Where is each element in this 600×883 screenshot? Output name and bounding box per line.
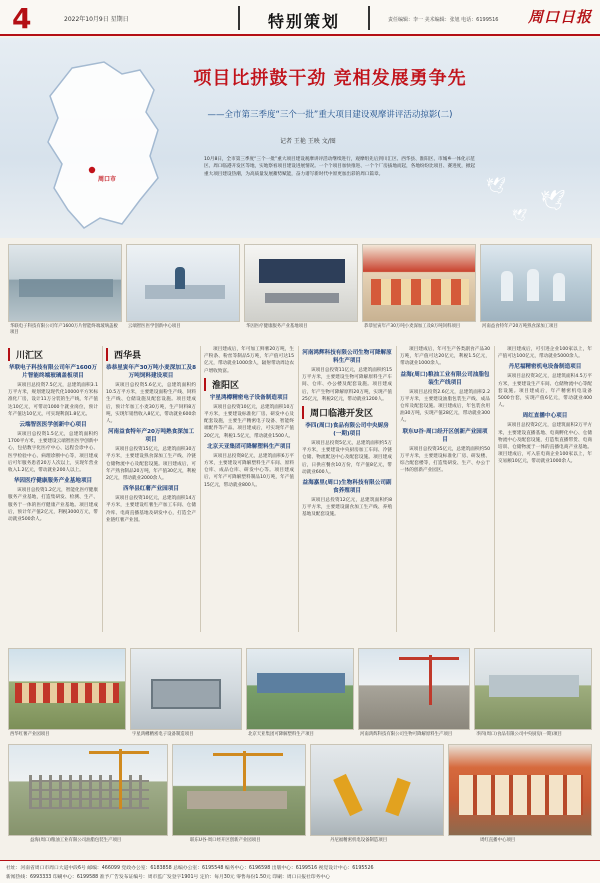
project-heading: 河南益食特年产20万吨熟食深加工项目 xyxy=(107,429,195,444)
hero-banner xyxy=(0,38,600,238)
column-divider xyxy=(494,346,495,632)
column-divider xyxy=(102,346,103,632)
project-heading: 丹尼福精密机电设备制造项目 xyxy=(508,364,582,371)
project-heading: 河南鸿辉科技有限公司生物可降解原料生产项目 xyxy=(302,350,392,364)
photo-lab xyxy=(126,244,240,322)
photo-products-display xyxy=(362,244,476,322)
photo-oil-packaging-site xyxy=(8,744,168,836)
photo-caption: 丹尼福精密机电设备制造项目 xyxy=(330,838,388,843)
photo-caption: 李四(周口)食品有限公司中央厨房(一期)项目 xyxy=(476,732,562,737)
district-heading: 周口临港开发区 xyxy=(302,406,392,419)
photo-livestream-center xyxy=(448,744,592,836)
district-heading: 川汇区 xyxy=(8,348,98,361)
project-text: 该项目总投资12亿元，总建筑面积约8万平方米，主要建设副食加工生产线、养殖基地及配套设施。 xyxy=(302,498,392,518)
photo-plastic-plant xyxy=(246,648,354,730)
project-text: 该项目总投资3亿元，总建筑面积4.5万平方米，主要建设生产车间、仓储物流中心等配套设施。项目建成后，年产精密机电设备5000台套，实现产值6亿元，带动就业400人。 xyxy=(498,374,592,409)
project-heading: 华因医疗健康服务产业基地项目 xyxy=(13,478,93,485)
intro-paragraph: 10月8日，全市第三季度“三个一批”重大项目建设观摩讲评活动继续进行，观摩组先后到川汇区、西华县、淮阳区、市城乡一体化示范区、周口临港开发区等地，实地察看项目建设进展情况。一个个项目加快推进、一个个厂房拔地而起，各地纷纷比项目、赛进度，掀起重大项目建设热潮，为高质量发展蓄势赋能，奋力谱写新时代中原更加出彩的周口篇章。 xyxy=(204,157,476,177)
photo-caption: 联东U谷·周口经开区创新产业园项目 xyxy=(190,838,261,843)
project-text: 该项目总投资35亿元，总建筑面积约50万平方米，主要建设标准化厂房、研发楼、综合配套楼等，打造集研发、生产、办公于一体的创新产业园区。 xyxy=(400,446,490,474)
footer-address: 社址：河南省周口市周口大道中段6号 邮编：466099 党政办公室：6183858 总编办公室：6195548 编务中心：6196598 出版中心：6199516 视觉设计中心：6195526 xyxy=(6,866,374,871)
photo-caption: 西华红薯产业园项目 xyxy=(10,732,50,737)
project-text: 该项目总投资8亿元，总建筑面积6万平方米，主要建设可降解塑料生产车间、原料仓库、成品仓库、研发中心等。项目建成后，可年产可降解塑料制品10万吨，年产值15亿元，带动就业800人。 xyxy=(204,453,294,488)
photo-caption: 益海(周口)粮油工业有限公司油脂包装生产项目 xyxy=(30,838,122,843)
issue-date: 2022年10月9日 星期日 xyxy=(64,16,129,23)
footer-info: 新闻热线：6993333 印刷中心：6199588 准予广告发布证编号：周市监广发登字1901号 定价：每月30元 零售每份1.50元 印刷：周口日报社印务中心 xyxy=(6,875,330,880)
project-heading: 宇星鸿樽精密电子设备制造项目 xyxy=(209,394,289,401)
photo-caption: 宇星鸿樽精密电子设备制造项目 xyxy=(132,732,194,737)
photo-caption: 华联电子科技有限公司年产1600万片智能终端玻璃盖板项目 xyxy=(10,324,118,335)
project-heading: 益海(周口)粮油工业有限公司油脂包装生产线项目 xyxy=(400,371,490,386)
project-heading: 联东U谷·周口经开区创新产业园项目 xyxy=(402,428,488,443)
page-header xyxy=(0,0,600,36)
project-heading: 恭恭星寅年产30万吨小麦深加工及8万吨饲料建设项目 xyxy=(106,365,196,379)
page-number: 4 xyxy=(12,2,32,35)
project-heading: 北京天亚集团可降解塑料生产项目 xyxy=(207,443,291,450)
article-column-2 xyxy=(106,346,196,527)
column-divider xyxy=(298,346,299,632)
district-heading: 西华县 xyxy=(106,348,196,361)
dove-icon: 🕊 xyxy=(540,188,566,212)
page-footer xyxy=(0,860,600,883)
article-column-5 xyxy=(400,346,490,477)
photo-caption: 北京天亚集团可降解塑料生产项目 xyxy=(248,732,314,737)
column-divider xyxy=(396,346,397,632)
headline: 项目比拼鼓干劲 竞相发展勇争先 xyxy=(193,68,467,89)
article-column-6 xyxy=(498,346,592,469)
project-heading: 云端智医医学创新中心项目 xyxy=(19,422,87,429)
photo-factory-glass xyxy=(8,244,122,322)
project-text: 该项目总投资10亿元，总建筑面积14万平方米，主要建设红薯生产加工车间、仓储冷库、电商直播基地及研发中心，打造全产业链红薯产业园。 xyxy=(106,496,196,523)
project-text: 项目建成后，年可生产各类副食产品30万吨，年产值可达20亿元，利税1.5亿元，带动就业1000余人。 xyxy=(400,347,490,367)
project-text: 该项目总投资2.6亿元，总建筑面积2.2万平方米，主要建设油脂包装生产线、成品仓库及配套设施。项目建成后，年包装食用油30万吨，实现产值28亿元，带动就业300人。 xyxy=(400,389,490,424)
project-text: 项目建成后，年可加工鲜薯20万吨，生产粉条、粉丝等制品5万吨，年产值可达15亿元，带动就业1000余人，辐射带动周边农户增收致富。 xyxy=(204,347,294,374)
project-text: 该项目总投资5.6亿元，总建筑面积约10.5万平方米，主要建设面粉生产线、饲料生产线、仓储设施及配套设施。项目建成后，预计年加工小麦30万吨，生产饲料8万吨，实现年销售收入8亿元，带动就业600余人。 xyxy=(106,383,196,425)
project-heading: 华联电子科技有限公司年产1600万片智能终端玻璃盖板项目 xyxy=(8,365,98,379)
photo-industrial-park xyxy=(172,744,306,836)
section-banner xyxy=(238,6,370,30)
newspaper-logo: 周口日报 xyxy=(528,8,593,26)
subheadline: ——全市第三季度“三个一批”重大项目建设观摩讲评活动掠影(二) xyxy=(207,110,453,120)
project-heading: 周红直播中心项目 xyxy=(522,413,568,420)
photo-electronics-line xyxy=(130,648,242,730)
project-heading: 李四(周口)食品有限公司中央厨房(一期)项目 xyxy=(305,423,389,438)
project-text: 该项目总投资1.2亿元，智能化医疗健康服务产业基地，打造集研发、检测、生产、服务于一体的医疗健康产业基地。项目建成后，预计年产值2亿元，利税3000万元，带动就业500余人。 xyxy=(8,488,98,523)
photo-caption: 华因医疗健康服务产业基地项目 xyxy=(246,324,308,329)
district-heading: 淮阳区 xyxy=(204,378,294,391)
photo-caption: 恭恭星寅年产30万吨小麦深加工及8万吨饲料项目 xyxy=(364,324,461,329)
project-text: 项目建成后，可引进企业100家以上，年产值可达100亿元，带动就业5000余人。 xyxy=(498,347,592,360)
city-marker-icon xyxy=(89,167,95,173)
article-column-4 xyxy=(302,346,392,522)
project-heading: 西华县红薯产业园项目 xyxy=(123,486,179,493)
article-column-3 xyxy=(204,346,294,492)
editor-credits: 责任编辑：李一 美术编辑：张旭 电话：6199516 xyxy=(388,17,499,23)
project-text: 该项目总投资15亿元，总建筑面积30万平方米，主要建设熟食深加工生产线、冷链仓储物流中心及配套设施。项目建成后，可年产熟食制品20万吨，年产值30亿元，利税2亿元，带动就业2000余人。 xyxy=(106,447,196,482)
photo-caption: 河南鸿辉科技有限公司生物可降解原料生产项目 xyxy=(360,732,453,737)
photo-caption: 云端智医医学创新中心项目 xyxy=(128,324,181,329)
byline: 记者 王艳 王映 文/图 xyxy=(280,138,336,145)
photo-exhibit-hall xyxy=(244,244,358,322)
city-label: 周口市 xyxy=(98,176,117,183)
photo-food-workshop xyxy=(480,244,592,322)
photo-robot-arm xyxy=(310,744,444,836)
project-text: 该项目总投资10亿元，总建筑面积10万平方米，主要建设标准化厂房、研发中心及配套设施，主要生产精密电子设备、智能终端配件等产品。项目建成后，可实现年产值20亿元，利税1.5亿元，带动就业1500人。 xyxy=(204,404,294,439)
dove-icon: 🕊 xyxy=(512,208,528,222)
project-text: 该项目总投资7.5亿元，总建筑面积3.1万平方米，规划建设现代化10000平方米标准化厂房，设计11万分装的生产线，年产值达10亿元，可带动1000个就业岗位，预计年产值达10亿元，可实现利润1.8亿元。 xyxy=(8,383,98,417)
project-heading: 益海嘉里(周口)生物科技有限公司副食养殖项目 xyxy=(302,480,392,495)
project-text: 该项目总投资2亿元，总建筑面积2万平方米，主要建设直播基地、电商孵化中心、仓储物流中心及配套设施，打造集直播带货、电商培训、仓储物流于一体的直播电商产业基地。项目建成后，可入驻电商企业100家以上，年交易额10亿元，带动就业1000余人。 xyxy=(498,423,592,465)
photo-sweetpotato-park xyxy=(8,648,126,730)
photo-central-kitchen xyxy=(474,648,592,730)
project-text: 该项目总投资11亿元，总建筑面积约15万平方米，主要建设生物可降解原料生产车间、仓库、办公楼及配套设施。项目建成后，年产生物可降解原料20万吨，实现产值25亿元，利税2亿元，带动就业1200人。 xyxy=(302,368,392,402)
section-title: 特别策划 xyxy=(267,12,340,31)
project-text: 该项目总投资5亿元，总建筑面积约5万平方米，主要建设中央厨房加工车间、冷链仓储、物流配送中心及配套设施。项目建成后，日供应餐食10万份，年产值8亿元，带动就业600人。 xyxy=(302,441,392,475)
dove-icon: 🕊 xyxy=(486,176,507,195)
photo-caption: 周红直播中心项目 xyxy=(480,838,516,843)
photo-biodegradable-site xyxy=(358,648,470,730)
project-text: 该项目总投资1.5亿元，总建筑面积约1700平方米，主要建设云端智医医学创新中心，包括数字化医疗中心、远程会诊中心、医学检验中心、病理诊断中心等，项目建成后可年服务患者20万人次以上，实现年营业收入1.2亿元，带动就业200人以上。 xyxy=(8,432,98,474)
photo-caption: 河南益食特年产20万吨熟食深加工项目 xyxy=(482,324,558,329)
article-column-1 xyxy=(8,346,98,526)
column-divider xyxy=(200,346,201,632)
